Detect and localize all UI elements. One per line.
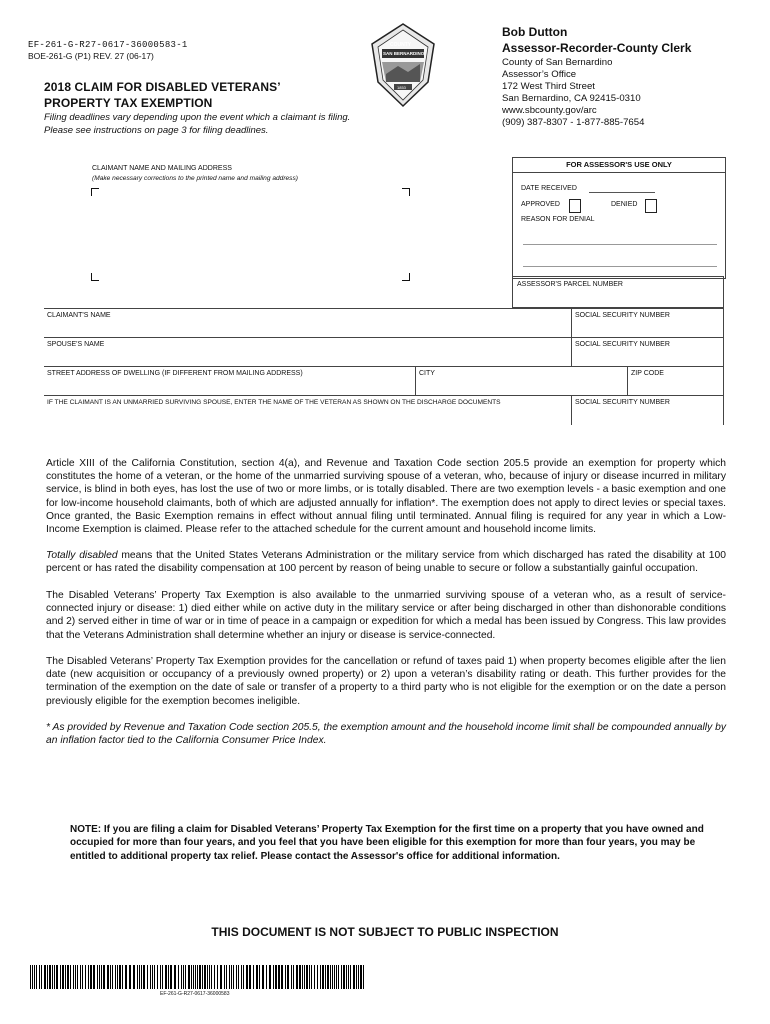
barcode-bar (350, 965, 351, 989)
barcode-bar (195, 965, 196, 989)
barcode-bar (246, 965, 248, 989)
barcode-bar (154, 965, 155, 989)
street-address-field[interactable] (44, 367, 416, 396)
barcode-bar (322, 965, 324, 989)
barcode-bar (188, 965, 190, 989)
barcode-bar (119, 965, 121, 989)
claimant-fields-grid (44, 308, 724, 412)
note-additional-relief: NOTE: If you are filing a claim for Disabled Veterans’ Property Tax Exemption for the first time on a property that you have owned and occupied for more than four years, and you feel that you have been eligible for this exemption for more than four years, you may be entitled to additional property tax relief. Please contact the Assessor's office for additional information. (70, 824, 704, 862)
street-address-label: STREET ADDRESS OF DWELLING (IF DIFFERENT FROM MAILING ADDRESS) (47, 370, 303, 377)
barcode-bar (266, 965, 267, 989)
barcode-bar (281, 965, 283, 989)
barcode-bar (191, 965, 192, 989)
barcode-bar (137, 965, 138, 989)
barcode-bar (133, 965, 135, 989)
barcode-bar (147, 965, 148, 989)
barcode-bar (360, 965, 362, 989)
veteran-name-label: IF THE CLAIMANT IS AN UNMARRIED SURVIVING SPOUSE, ENTER THE NAME OF THE VETERAN AS SHOWN ON THE DISCHARGE DOCUMENTS (47, 399, 501, 406)
barcode-bar (358, 965, 359, 989)
barcode-bar (327, 965, 329, 989)
barcode-bar (243, 965, 244, 989)
barcode-bar (320, 965, 321, 989)
barcode-bar (343, 965, 345, 989)
ssn-field-2[interactable] (572, 338, 724, 367)
approved-label: APPROVED (521, 201, 560, 208)
barcode-bar (80, 965, 81, 989)
approved-checkbox[interactable] (569, 199, 581, 213)
barcode-bar (129, 965, 131, 989)
barcode-bar (185, 965, 186, 989)
barcode-bar (168, 965, 169, 989)
ssn-field-3[interactable] (572, 396, 724, 425)
barcode-bar (54, 965, 55, 989)
barcode-bar (197, 965, 198, 989)
barcode-bar (249, 965, 251, 989)
agency-street: 172 West Third Street (502, 81, 595, 92)
barcode-bar (32, 965, 33, 989)
claimant-block-hint: (Make necessary corrections to the printed name and mailing address) (92, 175, 298, 182)
barcode-bar (311, 965, 312, 989)
barcode-bar (49, 965, 51, 989)
denied-checkbox[interactable] (645, 199, 657, 213)
subtitle-line2: Please see instructions on page 3 for filing deadlines. (44, 125, 269, 136)
parcel-number-label: ASSESSOR'S PARCEL NUMBER (517, 281, 623, 288)
barcode-bar (170, 965, 172, 989)
barcode-bar (229, 965, 230, 989)
barcode-bar (174, 965, 176, 989)
reason-denial-label: REASON FOR DENIAL (521, 216, 595, 223)
barcode (30, 965, 370, 989)
paragraph-totally-disabled (46, 549, 726, 575)
spouse-name-label: SPOUSE'S NAME (47, 341, 105, 348)
barcode-bar (363, 965, 364, 989)
barcode-bar (75, 965, 76, 989)
seal-year: 1853 (397, 85, 406, 90)
barcode-bar (262, 965, 264, 989)
barcode-bar (306, 965, 308, 989)
barcode-bar (41, 965, 42, 989)
barcode-bar (304, 965, 305, 989)
barcode-bar (178, 965, 179, 989)
barcode-bar (236, 965, 237, 989)
barcode-bar (273, 965, 274, 989)
barcode-bar (36, 965, 37, 989)
barcode-bar (233, 965, 234, 989)
corner-mark-bottom-left (91, 273, 99, 281)
barcode-bar (193, 965, 194, 989)
seal-text-top: COUNTY (390, 42, 412, 48)
barcode-bar (162, 965, 163, 989)
barcode-bar (199, 965, 201, 989)
barcode-bar (302, 965, 303, 989)
agency-website: www.sbcounty.gov/arc (502, 105, 597, 116)
barcode-bar (141, 965, 142, 989)
barcode-bar (346, 965, 347, 989)
barcode-bar (90, 965, 92, 989)
assessor-use-title: FOR ASSESSOR'S USE ONLY (513, 158, 725, 173)
barcode-bar (356, 965, 357, 989)
barcode-bar (93, 965, 95, 989)
form-title-line1: 2018 CLAIM FOR DISABLED VETERANS’ (44, 80, 281, 94)
barcode-bar (317, 965, 318, 989)
barcode-bar (139, 965, 140, 989)
zip-code-label: ZIP CODE (631, 370, 664, 377)
barcode-bar (39, 965, 40, 989)
barcode-bar (226, 965, 227, 989)
barcode-bar (202, 965, 203, 989)
assessor-title: Assessor-Recorder-County Clerk (502, 41, 692, 55)
barcode-bar (107, 965, 109, 989)
ssn-label-3: SOCIAL SECURITY NUMBER (575, 399, 670, 406)
barcode-bar (34, 965, 35, 989)
subtitle-line1: Filing deadlines vary depending upon the event which a claimant is filing. (44, 112, 351, 123)
barcode-bar (47, 965, 48, 989)
barcode-bar (256, 965, 258, 989)
barcode-bar (285, 965, 286, 989)
denied-label: DENIED (611, 201, 638, 208)
spouse-name-field[interactable] (44, 338, 572, 367)
barcode-bar (332, 965, 333, 989)
barcode-bar (296, 965, 298, 989)
city-field[interactable] (416, 367, 628, 396)
barcode-bar (77, 965, 78, 989)
barcode-bar (165, 965, 167, 989)
barcode-bar (125, 965, 127, 989)
barcode-bar (214, 965, 215, 989)
barcode-bar (204, 965, 206, 989)
barcode-bar (82, 965, 83, 989)
barcode-bar (122, 965, 123, 989)
form-title-line2: PROPERTY TAX EXEMPTION (44, 96, 213, 110)
totally-disabled-term: Totally disabled (46, 550, 118, 561)
barcode-bar (353, 965, 355, 989)
ssn-label-1: SOCIAL SECURITY NUMBER (575, 312, 670, 319)
barcode-bar (157, 965, 158, 989)
claimant-name-label: CLAIMANT'S NAME (47, 312, 111, 319)
barcode-bar (348, 965, 349, 989)
barcode-bar (291, 965, 292, 989)
barcode-bar (85, 965, 86, 989)
barcode-bar (269, 965, 271, 989)
paragraph-cancellation: The Disabled Veterans’ Property Tax Exemption provides for the cancellation or refund of taxes paid 1) when property becomes eligible after the lien date (new acquisition or occupancy of a previously owned property) or 2) upon a veteran’s disability rating or death. This further provides for the termination of the exemption on the date of sale or transfer of a property to a third party who is not eligible for the exemption or on the date a person previously eligible for the exemption becomes ineligible. (46, 656, 726, 707)
date-received-field[interactable] (589, 192, 655, 193)
assessor-use-box (512, 157, 726, 279)
barcode-bar (62, 965, 64, 989)
barcode-bar (30, 965, 31, 989)
seal-text-bottom: SAN BERNARDINO (383, 51, 425, 56)
barcode-bar (278, 965, 280, 989)
corner-mark-top-right (402, 188, 410, 196)
barcode-bar (207, 965, 208, 989)
zip-code-field[interactable] (628, 367, 724, 396)
barcode-bar (143, 965, 145, 989)
veteran-name-field[interactable] (44, 396, 572, 425)
barcode-bar (88, 965, 89, 989)
paragraph-constitution: Article XIII of the California Constitution, section 4(a), and Revenue and Taxation Code section 205.5 provide an exemption for property which constitutes the home of a veteran, or the home of the unmarried surviving spouse of a veteran, who, because of injury or disease incurred in military service, is blind in both eyes, has lost the use of two or more limbs, or is totally disabled. There are two exemption levels - a basic exemption and one for low-income household claimants, both of which are adjusted annually for inflation*. The exemption does not apply to direct levies or special taxes. Once granted, the Basic Exemption remains in effect without annual filing until terminated. Annual filing is required for any year in which a Low-Income Exemption is claimed. Please refer to the attached schedule for the current amount and household income limits. (46, 458, 726, 536)
barcode-bar (44, 965, 46, 989)
barcode-bar (287, 965, 289, 989)
barcode-bar (220, 965, 222, 989)
reason-line-1[interactable] (523, 244, 717, 245)
barcode-bar (103, 965, 105, 989)
barcode-bar (275, 965, 277, 989)
barcode-bar (99, 965, 100, 989)
barcode-bar (97, 965, 98, 989)
barcode-bar (336, 965, 337, 989)
barcode-bar (152, 965, 153, 989)
barcode-bar (330, 965, 331, 989)
corner-mark-top-left (91, 188, 99, 196)
corner-mark-bottom-right (402, 273, 410, 281)
barcode-bar (110, 965, 111, 989)
agency-office: Assessor’s Office (502, 69, 577, 80)
barcode-bar (309, 965, 310, 989)
agency-city: San Bernardino, CA 92415-0310 (502, 93, 641, 104)
barcode-bar (183, 965, 184, 989)
barcode-bar (73, 965, 74, 989)
barcode-bar (209, 965, 210, 989)
barcode-bar (60, 965, 61, 989)
assessor-name: Bob Dutton (502, 25, 568, 39)
barcode-bar (314, 965, 315, 989)
form-code: EF-261-G-R27-0617-36000583-1 (28, 40, 188, 50)
agency-phone: (909) 387-8307 - 1-877-885-7654 (502, 117, 645, 128)
public-inspection-notice: THIS DOCUMENT IS NOT SUBJECT TO PUBLIC INSPECTION (211, 925, 559, 939)
barcode-caption: EF-261-G-R27-0617-36000583 (160, 991, 230, 997)
barcode-bar (115, 965, 116, 989)
barcode-bar (338, 965, 339, 989)
barcode-bar (211, 965, 212, 989)
barcode-bar (238, 965, 239, 989)
ssn-label-2: SOCIAL SECURITY NUMBER (575, 341, 670, 348)
barcode-bar (334, 965, 335, 989)
barcode-bar (217, 965, 218, 989)
date-received-label: DATE RECEIVED (521, 185, 577, 192)
barcode-bar (101, 965, 102, 989)
barcode-bar (259, 965, 260, 989)
barcode-bar (160, 965, 161, 989)
paragraph-inflation-footnote: * As provided by Revenue and Taxation Code section 205.5, the exemption amount and the household income limit shall be compounded annually by an inflation factor tied to the California Consumer Price Index. (46, 722, 726, 747)
barcode-bar (299, 965, 301, 989)
ssn-field-1[interactable] (572, 309, 724, 338)
barcode-bar (253, 965, 254, 989)
barcode-bar (150, 965, 151, 989)
paragraph-surviving-spouse: The Disabled Veterans’ Property Tax Exemption is also available to the unmarried surviving spouse of a veteran who, as a result of service-connected injury or disease: 1) died either while on active duty in the military service or after being discharged in other than dishonorable conditions and 2) served either in time of war or in time of peace in a campaign or expedition for which a medal has been issued by Congress. This law provides that the Veterans Administration shall determine whether an injury or disease is service-connected. (46, 590, 726, 641)
barcode-bar (241, 965, 242, 989)
barcode-bar (65, 965, 66, 989)
city-label: CITY (419, 370, 435, 377)
claimant-name-field[interactable] (44, 309, 572, 338)
form-number: BOE-261-G (P1) REV. 27 (06-17) (28, 51, 154, 61)
barcode-bar (325, 965, 326, 989)
agency-county: County of San Bernardino (502, 57, 613, 68)
barcode-bar (117, 965, 118, 989)
parcel-number-box[interactable] (512, 276, 724, 308)
barcode-bar (70, 965, 71, 989)
claimant-block-label: CLAIMANT NAME AND MAILING ADDRESS (92, 165, 232, 172)
barcode-bar (293, 965, 294, 989)
barcode-bar (112, 965, 113, 989)
barcode-bar (56, 965, 58, 989)
barcode-bar (341, 965, 342, 989)
barcode-bar (224, 965, 225, 989)
county-seal-logo (368, 22, 438, 108)
barcode-bar (52, 965, 53, 989)
barcode-bar (231, 965, 232, 989)
barcode-bar (181, 965, 182, 989)
totally-disabled-definition: means that the United States Veterans Administration or the military service from which discharged has rated the disability at 100 percent or has rated the disability compensation at 100 percent by reason of being unable to secure or follow a substantially gainful occupation. (46, 550, 726, 575)
barcode-bar (67, 965, 69, 989)
reason-line-2[interactable] (523, 266, 717, 267)
